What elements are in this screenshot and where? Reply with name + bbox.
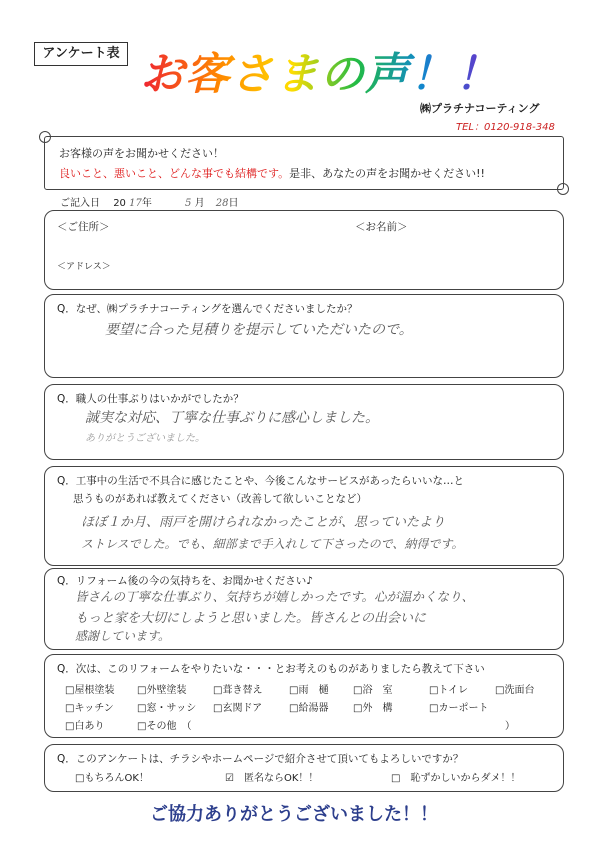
intro-line2 [59, 165, 485, 181]
checkbox-gutter[interactable]: □雨 樋 [289, 685, 329, 696]
scroll-curl-icon [39, 131, 51, 143]
question-box-3 [44, 466, 564, 566]
scroll-curl-icon [557, 183, 569, 195]
q2-answer: 誠実な対応、丁寧な仕事ぶりに感心しました。 [85, 410, 379, 426]
checkbox-bathroom[interactable]: □浴 室 [353, 685, 393, 696]
address-label: ＜ご住所＞ [57, 221, 110, 233]
q1-text: Q．なぜ、㈱プラチナコーティングを選んでくださいましたか？ [57, 303, 358, 315]
checkbox-exterior[interactable]: □外 構 [353, 703, 393, 714]
q5-text: Q．次は、このリフォームをやりたいな・・・とお考えのものがありましたら教えて下さい [57, 663, 485, 675]
intro-rest-text: 是非、あなたの声をお聞かせください!! [289, 167, 485, 180]
checkbox-wall-paint[interactable]: □外壁塗装 [137, 685, 187, 696]
checkbox-water-heater[interactable]: □給湯器 [289, 703, 329, 714]
q2-text: Q．職人の仕事ぶりはいかがでしたか？ [57, 393, 244, 405]
q3-answer-2: ストレスでした。でも、細部まで手入れして下さったので、納得です。 [81, 537, 464, 551]
year-value: 17 [129, 198, 142, 209]
q3-answer-1: ほぼ１か月、雨戸を開けられなかったことが、思っていたより [81, 515, 446, 530]
q3-text-1: Q．工事中の生活で不具合に感じたことや、今後こんなサービスがあったらいいな…と [57, 475, 464, 487]
q6-text: Q．このアンケートは、チラシやホームページで紹介させて頂いてもよろしいですか？ [57, 753, 464, 765]
checkbox-window[interactable]: □窓・サッシ [137, 703, 197, 714]
checkbox-kitchen[interactable]: □キッチン [65, 703, 114, 714]
intro-red-text: 良いこと、悪いこと、どんな事でも結構です。 [59, 167, 290, 180]
month-unit: 月 [194, 198, 205, 209]
name-label: ＜お名前＞ [355, 221, 408, 233]
checkbox-roof-paint[interactable]: □屋根塗装 [65, 685, 115, 696]
question-box-1 [44, 294, 564, 378]
checkbox-reroof[interactable]: □葺き替え [213, 685, 263, 696]
question-box-5 [44, 654, 564, 738]
checkbox-termite[interactable]: □白あり [65, 721, 105, 732]
date-label: ご記入日 [60, 198, 100, 209]
customer-info-box [44, 210, 564, 290]
checkbox-carport[interactable]: □カーポート [429, 703, 489, 714]
company-name: ㈱プラチナコーティング [420, 102, 540, 115]
question-box-2 [44, 384, 564, 460]
question-box-4 [44, 568, 564, 650]
checkbox-entrance-door[interactable]: □玄関ドア [213, 703, 263, 714]
other-close-paren: ） [505, 721, 515, 732]
month-value: 5 [185, 198, 192, 209]
company-tel: TEL：0120-918-348 [456, 122, 555, 133]
intro-line1: お客様の声をお聞かせください！ [59, 147, 224, 160]
q4-answer-1: 皆さんの丁寧な仕事ぶり、気持ちが嬉しかったです。心が温かくなり、 [75, 589, 475, 604]
q4-answer-3: 感謝しています。 [75, 629, 171, 643]
page-title: お客さまの声！！ [140, 38, 500, 102]
q3-text-2: 思うものがあれば教えてください（改善して欲しいことなど） [73, 493, 367, 505]
checkbox-other[interactable]: □その他 （ [137, 721, 192, 732]
survey-tag: アンケート表 [34, 42, 128, 66]
q4-answer-2: もっと家を大切にしようと思いました。皆さんとの出会いに [75, 611, 427, 626]
q1-answer: 要望に合った見積りを提示していただいたので。 [105, 322, 413, 338]
question-box-6 [44, 744, 564, 792]
thanks-message: ご協力ありがとうございました！！ [150, 804, 438, 825]
day-unit: 日 [228, 198, 239, 209]
intro-scroll [44, 136, 564, 190]
checkbox-no[interactable]: □ 恥ずかしいからダメ！！ [391, 773, 521, 784]
year-prefix: 20 [113, 198, 126, 209]
day-value: 28 [215, 198, 229, 209]
checkbox-toilet[interactable]: □トイレ [429, 685, 468, 696]
checkbox-anonymous-ok[interactable]: ☑ 匿名ならOK！！ [225, 773, 319, 784]
q4-text: Q．リフォーム後の今の気持ちを、お聞かせください♪ [57, 575, 313, 587]
q2-answer-2: ありがとうございました。 [85, 433, 205, 444]
entry-date [60, 194, 239, 209]
email-label: ＜アドレス＞ [57, 262, 111, 272]
checkbox-washbasin[interactable]: □洗面台 [495, 685, 535, 696]
year-unit: 年 [141, 198, 152, 209]
checkbox-ok[interactable]: □もちろんOK！ [75, 773, 149, 784]
